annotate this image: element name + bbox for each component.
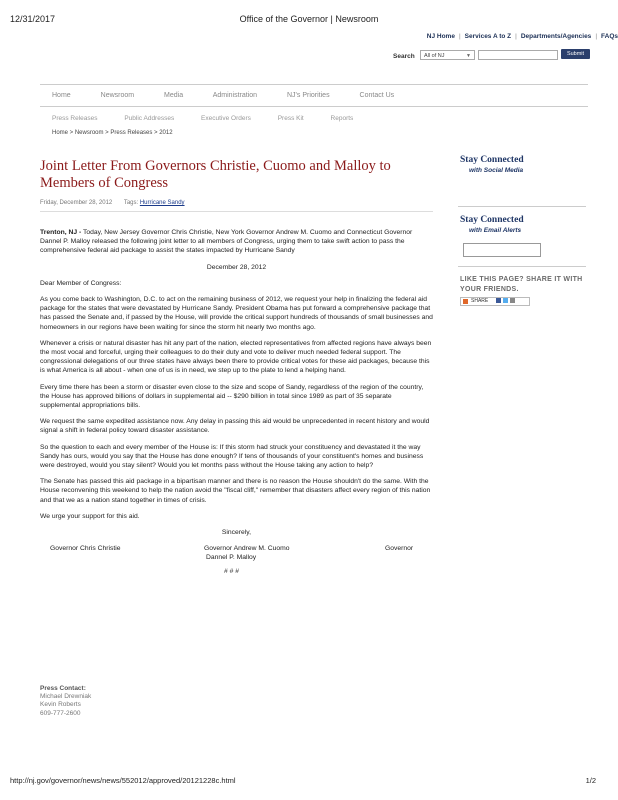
press-contact — [40, 685, 91, 718]
letter-date: December 28, 2012 — [206, 263, 267, 271]
search-label: Search — [393, 53, 415, 60]
stay-connected-email-title[interactable]: Stay Connected — [460, 215, 524, 225]
closing: Sincerely, — [221, 529, 252, 537]
press-contact-label: Press Contact: — [40, 685, 86, 692]
page-title: Joint Letter From Governors Christie, Cuomo and Malloy to Members of Congress — [40, 158, 391, 191]
paragraph: The Senate has passed this aid package in a bipartisan manner and there is no reason the House shouldn't do the same. With the House reconvening this weekend to help the nation avoid the "fiscal cliff," remember that disasters affect every region of this nation and that we as a nation stand together in times of crisis. — [40, 478, 431, 504]
twitter-icon — [503, 298, 508, 303]
nav-home[interactable]: Home — [52, 92, 71, 99]
nav-contact-us[interactable]: Contact Us — [359, 92, 395, 99]
article-meta — [40, 200, 185, 206]
stay-connected-social-title[interactable]: Stay Connected — [460, 155, 524, 165]
nav-newsroom[interactable]: Newsroom — [100, 92, 135, 99]
subnav-press-releases[interactable]: Press Releases — [52, 115, 98, 122]
nj-home-link[interactable]: NJ Home — [426, 33, 455, 40]
signature-cuomo: Governor Andrew M. Cuomo — [204, 545, 290, 553]
share-icon — [463, 299, 468, 304]
print-page-title: Office of the Governor | Newsroom — [239, 14, 379, 24]
sidebar-divider — [458, 266, 586, 267]
lead-text: Today, New Jersey Governor Chris Christie, New York Governor Andrew M. Cuomo and Connecticut Governor Dannel P. Malloy released the following joint letter to all members of Congress, urging them to take swift action to pass the comprehensive federal aid package to assist the states impacted by Hurricane Sandy — [40, 229, 413, 255]
sub-nav — [52, 115, 378, 122]
chevron-down-icon: ▼ — [466, 53, 471, 59]
tag-link[interactable]: Hurricane Sandy — [139, 200, 185, 206]
utility-links: NJ Home | Services A to Z | Departments/Agencies | FAQs — [426, 33, 618, 40]
paragraph: We urge your support for this aid. — [40, 512, 140, 520]
email-icon — [510, 298, 515, 303]
paragraph: As you come back to Washington, D.C. to act on the remaining business of 2012, we request your help in finalizing the federal aid package for the states that were devastated by Hurricane Sandy. President Obama has put forward a comprehensive package that has passed the Senate and, if passed by the House, will provide the critical support hundreds of thousands of small businesses and homeowners in our regions have been waiting for since the storm hit nearly two months ago. — [40, 296, 433, 331]
print-url: http://nj.gov/governor/news/news/552012/approved/20121228c.html — [10, 776, 236, 785]
nav-nj-priorities[interactable]: NJ's Priorities — [287, 92, 330, 99]
nav-divider-top — [40, 84, 588, 85]
departments-agencies-link[interactable]: Departments/Agencies — [520, 33, 592, 40]
search-scope-select[interactable] — [420, 50, 475, 60]
faqs-link[interactable]: FAQs — [601, 33, 618, 40]
share-button[interactable] — [460, 297, 530, 306]
subnav-reports[interactable]: Reports — [330, 115, 354, 122]
meta-divider — [40, 211, 433, 212]
article-date: Friday, December 28, 2012 — [40, 200, 113, 206]
paragraph: Whenever a crisis or natural disaster has hit any part of the nation, elected representatives from affected regions have always been the most vocal and forceful, urging their colleagues to do their duty and vote to deliver much needed federal support. The congressional delegations of our three states have always been there to provide critical votes for these aid packages, because this is what America is all about - when one of us is in need, we step up to the plate to lend a helping hand. — [40, 339, 432, 375]
signature-row — [40, 544, 433, 553]
paragraph: We request the same expedited assistance now. Any delay in passing this aid would be unprecedented in recent history and would signal a shift in federal policy toward disaster assistance. — [40, 418, 430, 435]
salutation: Dear Member of Congress: — [40, 279, 122, 287]
subnav-executive-orders[interactable]: Executive Orders — [201, 115, 251, 122]
paragraph: Every time there has been a storm or disaster even close to the size and scope of Sandy, regardless of the region of the country, the House has approved billions of dollars in supplemental aid -- $290 billion in total since 1989 as part of 35 separate supplemental appropriations bills. — [40, 383, 424, 410]
article-body — [40, 228, 433, 576]
stay-connected-social-sub[interactable]: with Social Media — [469, 167, 524, 174]
services-a-to-z-link[interactable]: Services A to Z — [464, 33, 512, 40]
facebook-icon — [496, 298, 501, 303]
dateline: Trenton, NJ - — [40, 229, 82, 236]
subnav-public-addresses[interactable]: Public Addresses — [124, 115, 175, 122]
paragraph: So the question to each and every member of the House is: If this storm had struck your constituency and devastated it the way Sandy has ours, would you say that the House has done enough? If tens of thousands of your constituent's homes and business were destroyed, would you stay silent? Would you let months pass without the House taking any action to help? — [40, 443, 424, 470]
lead-paragraph — [40, 228, 433, 256]
press-contact-name: Kevin Roberts — [40, 701, 81, 709]
email-alert-input[interactable] — [463, 243, 541, 257]
search-submit-button[interactable]: Submit — [561, 49, 590, 59]
print-date: 12/31/2017 — [10, 14, 56, 24]
press-contact-phone: 609-777-2600 — [40, 709, 81, 717]
end-mark: # # # — [223, 568, 239, 576]
signature-malloy-cont: Dannel P. Malloy — [206, 554, 257, 562]
nav-administration[interactable]: Administration — [212, 92, 258, 99]
share-prompt: LIKE THIS PAGE? SHARE IT WITH YOUR FRIENDS. — [460, 276, 583, 293]
breadcrumb[interactable]: Home > Newsroom > Press Releases > 2012 — [52, 130, 173, 136]
nav-divider-bottom — [40, 106, 588, 107]
search-scope-value: All of NJ — [424, 53, 445, 59]
share-label: SHARE — [471, 298, 489, 304]
press-contact-name: Michael Drewniak — [40, 693, 92, 701]
search-input[interactable] — [478, 50, 558, 60]
main-nav — [52, 92, 422, 99]
signature-christie: Governor Chris Christie — [50, 545, 121, 553]
print-page-number: 1/2 — [585, 776, 596, 785]
stay-connected-email-sub[interactable]: with Email Alerts — [469, 227, 522, 234]
tags-label: Tags: — [123, 200, 139, 206]
subnav-press-kit[interactable]: Press Kit — [277, 115, 304, 122]
signature-malloy: Governor — [385, 545, 414, 553]
nav-media[interactable]: Media — [164, 92, 184, 99]
sidebar-divider — [458, 206, 586, 207]
